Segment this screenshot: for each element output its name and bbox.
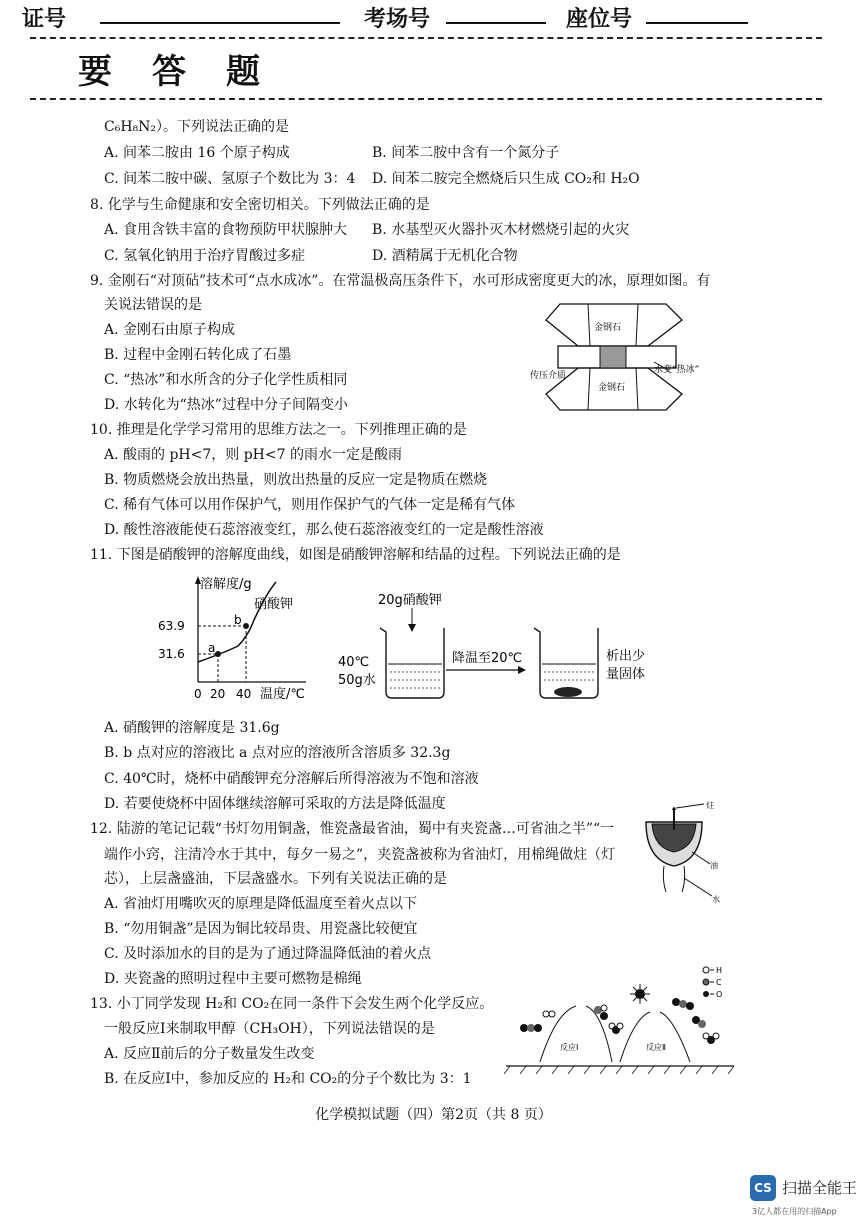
camscanner-logo-icon: CS [750, 1175, 776, 1201]
seat-label: 座位号 [566, 7, 633, 32]
room-blank [446, 22, 546, 24]
beaker-water-label: 50g水 [338, 673, 376, 688]
solubility-ylabel: 溶解度/g [200, 577, 252, 592]
exam-id-blank [100, 22, 340, 24]
section-title: 要答题 [78, 52, 300, 92]
camscanner-tagline: 3亿人都在用的扫描App [752, 1207, 837, 1216]
q11-option-c: C. 40℃时，烧杯中硝酸钾充分溶解后所得溶液为不饱和溶液 [104, 771, 479, 787]
q9-stem-line1: 9. 金刚石“对顶砧”技术可“点水成冰”。在常温极高压条件下，水可形成密度更大的冰，原理如图。有 [90, 273, 711, 289]
legend-c: C [716, 978, 722, 987]
exam-header [0, 2, 867, 32]
q10-option-a: A. 酸雨的 pH<7，则 pH<7 的雨水一定是酸雨 [104, 447, 402, 463]
room-label: 考场号 [364, 7, 431, 32]
camscanner-name: 扫描全能王 [782, 1179, 858, 1197]
hot-ice-label: 水变“热冰” [654, 365, 700, 375]
oil-lamp-figure [636, 800, 726, 908]
q13-option-b: B. 在反应Ⅰ中，参加反应的 H₂和 CO₂的分子个数比为 3：1 [104, 1071, 472, 1087]
pressure-medium-label: 传压介质 [530, 371, 567, 381]
seat-blank [646, 22, 748, 24]
exam-id-label: 证号 [22, 7, 67, 32]
y-tick-63-9: 63.9 [158, 619, 185, 633]
q10-option-d: D. 酸性溶液能使石蕊溶液变红，那么使石蕊溶液变红的一定是酸性溶液 [104, 522, 544, 538]
q11-option-b: B. b 点对应的溶液比 a 点对应的溶液所含溶质多 32.3g [104, 745, 451, 761]
top-divider [30, 37, 822, 39]
q10-option-b: B. 物质燃烧会放出热量，则放出热量的反应一定是物质在燃烧 [104, 472, 488, 488]
wick-label: 炷 [706, 801, 714, 810]
legend-h: H [716, 966, 723, 975]
reaction-1-label: 反应Ⅰ [560, 1043, 579, 1052]
q9-option-b: B. 过程中金刚石转化成了石墨 [104, 347, 292, 363]
added-kno3-label: 20g硝酸钾 [378, 593, 442, 608]
q7-option-d: D. 间苯二胺完全燃烧后只生成 CO₂和 H₂O [372, 171, 640, 187]
x-tick-20: 20 [210, 687, 226, 701]
beaker-temp-label: 40℃ [338, 655, 370, 670]
precipitate-label-2: 量固体 [606, 667, 646, 682]
diamond-bottom-label: 金钢石 [598, 383, 626, 393]
q7-option-a: A. 间苯二胺由 16 个原子构成 [104, 145, 290, 161]
q8-option-d: D. 酒精属于无机化合物 [372, 248, 518, 264]
q9-stem-line2: 关说法错误的是 [104, 297, 202, 313]
q8-option-b: B. 水基型灭火器扑灭木材燃烧引起的火灾 [372, 222, 630, 238]
q13-stem-line2: 一般反应Ⅰ来制取甲醇（CH₃OH），下列说法错误的是 [104, 1021, 435, 1037]
curve-label: 硝酸钾 [254, 597, 294, 612]
diamond-top-label: 金钢石 [594, 323, 622, 333]
reaction-diagram-figure [500, 962, 740, 1080]
q11-stem: 11. 下图是硝酸钾的溶解度曲线，如图是硝酸钾溶解和结晶的过程。下列说法正确的是 [90, 547, 621, 563]
page-footer: 化学模拟试题（四）第2页（共 8 页） [315, 1107, 552, 1123]
q13-stem-line1: 13. 小丁同学发现 H₂和 CO₂在同一条件下会发生两个化学反应。 [90, 996, 494, 1012]
section-divider [30, 98, 822, 100]
q11-option-d: D. 若要使烧杯中固体继续溶解可采取的方法是降低温度 [104, 796, 446, 812]
legend-o: O [716, 990, 723, 999]
crystallization-beakers-figure [334, 584, 664, 708]
diamond-anvil-figure [528, 298, 718, 416]
q7-option-b: B. 间苯二胺中含有一个氮分子 [372, 145, 560, 161]
precipitate-label-1: 析出少 [606, 649, 646, 664]
q11-option-a: A. 硝酸钾的溶解度是 31.6g [104, 720, 280, 736]
reaction-2-label: 反应Ⅱ [646, 1043, 666, 1052]
q12-stem-line2: 端作小窍，注清冷水于其中，每夕一易之”，夹瓷盏被称为省油灯，用棉绳做炷（灯 [104, 847, 616, 863]
q9-option-d: D. 水转化为“热冰”过程中分子间隔变小 [104, 397, 348, 413]
q9-option-a: A. 金刚石由原子构成 [104, 322, 236, 338]
y-tick-31-6: 31.6 [158, 647, 185, 661]
q7-stem: C₆H₈N₂）。下列说法正确的是 [104, 119, 290, 135]
q12-option-a: A. 省油灯用嘴吹灭的原理是降低温度至着火点以下 [104, 896, 418, 912]
x-tick-40: 40 [236, 687, 252, 701]
q10-stem: 10. 推理是化学学习常用的思维方法之一。下列推理正确的是 [90, 422, 467, 438]
q12-option-c: C. 及时添加水的目的是为了通过降温降低油的着火点 [104, 946, 432, 962]
solubility-xlabel: 温度/℃ [260, 687, 305, 702]
point-b-label: b [234, 613, 242, 627]
q12-option-b: B. “勿用铜盏”是因为铜比较昂贵、用瓷盏比较便宜 [104, 921, 418, 937]
water-label: 水 [712, 895, 720, 904]
point-a-label: a [208, 641, 216, 655]
q12-stem-line1: 12. 陆游的笔记记载“书灯勿用铜盏，惟瓷盏最省油，蜀中有夹瓷盏…可省油之半”“一 [90, 821, 615, 837]
q12-stem-line3: 芯），上层盏盛油，下层盏盛水。下列有关说法正确的是 [104, 871, 447, 887]
cooling-arrow-label: 降温至20℃ [452, 651, 523, 666]
solubility-curve-figure [156, 572, 316, 706]
q9-option-c: C. “热冰”和水所含的分子化学性质相同 [104, 372, 348, 388]
q12-option-d: D. 夹瓷盏的照明过程中主要可燃物是棉绳 [104, 971, 362, 987]
q10-option-c: C. 稀有气体可以用作保护气，则用作保护气的气体一定是稀有气体 [104, 497, 516, 513]
q8-option-a: A. 食用含铁丰富的食物预防甲状腺肿大 [104, 222, 348, 238]
x-tick-0: 0 [194, 687, 202, 701]
q8-stem: 8. 化学与生命健康和安全密切相关。下列做法正确的是 [90, 197, 430, 213]
q8-option-c: C. 氢氧化钠用于治疗胃酸过多症 [104, 248, 306, 264]
q7-option-c: C. 间苯二胺中碳、氢原子个数比为 3：4 [104, 171, 356, 187]
oil-label: 油 [710, 861, 718, 870]
q13-option-a: A. 反应Ⅱ前后的分子数量发生改变 [104, 1046, 315, 1062]
